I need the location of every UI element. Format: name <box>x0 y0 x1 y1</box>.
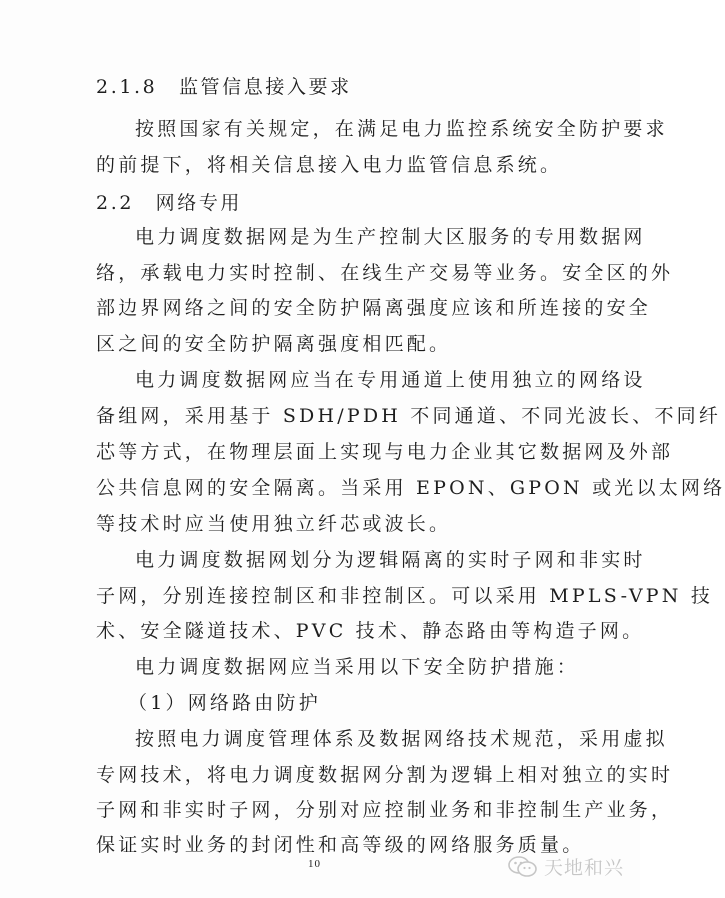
paragraph-line: 芯等方式，在物理层面上实现与电力企业其它数据网及外部 <box>96 441 674 463</box>
page-number: 10 <box>308 858 321 870</box>
section-heading-2-1-8: 2.1.8 监管信息接入要求 <box>96 76 352 98</box>
watermark <box>508 853 624 880</box>
paragraph-line: 保证实时业务的封闭性和高等级的网络服务质量。 <box>96 834 585 856</box>
paragraph-line: 络，承载电力实时控制、在线生产交易等业务。安全区的外 <box>96 262 674 284</box>
section-heading-2-2: 2.2 网络专用 <box>96 192 243 214</box>
watermark-text: 天地和兴 <box>543 857 624 879</box>
paragraph-line: 子网和非实时子网，分别对应控制业务和非控制生产业务， <box>96 799 674 821</box>
paragraph-line: 按照电力调度管理体系及数据网络技术规范，采用虚拟 <box>135 728 668 750</box>
paragraph-line: 区之间的安全防护隔离强度相匹配。 <box>96 333 452 355</box>
paragraph-line: 备组网，采用基于 SDH/PDH 不同通道、不同光波长、不同纤 <box>96 405 722 427</box>
paragraph-line: 电力调度数据网应当采用以下安全防护措施： <box>135 656 580 678</box>
subheading-network-route-protection: （1）网络路由防护 <box>128 692 321 714</box>
paragraph-line: 电力调度数据网划分为逻辑隔离的实时子网和非实时 <box>135 549 646 571</box>
paragraph-line: 专网技术，将电力调度数据网分割为逻辑上相对独立的实时 <box>96 764 674 786</box>
paragraph-line: 的前提下，将相关信息接入电力监管信息系统。 <box>96 154 563 176</box>
paragraph-line: 术、安全隧道技术、PVC 技术、静态路由等构造子网。 <box>96 620 645 642</box>
paragraph-line: 电力调度数据网是为生产控制大区服务的专用数据网 <box>135 226 646 248</box>
paragraph-line: 部边界网络之间的安全防护隔离强度应该和所连接的安全 <box>96 297 652 319</box>
paragraph-line: 按照国家有关规定，在满足电力监控系统安全防护要求 <box>135 118 668 140</box>
paragraph-line: 子网，分别连接控制区和非控制区。可以采用 MPLS-VPN 技 <box>96 585 714 607</box>
paragraph-line: 公共信息网的安全隔离。当采用 EPON、GPON 或光以太网络 <box>96 477 725 499</box>
paragraph-line: 电力调度数据网应当在专用通道上使用独立的网络设 <box>135 369 646 391</box>
paragraph-line: 等技术时应当使用独立纤芯或波长。 <box>96 513 452 535</box>
wechat-icon <box>508 855 538 879</box>
